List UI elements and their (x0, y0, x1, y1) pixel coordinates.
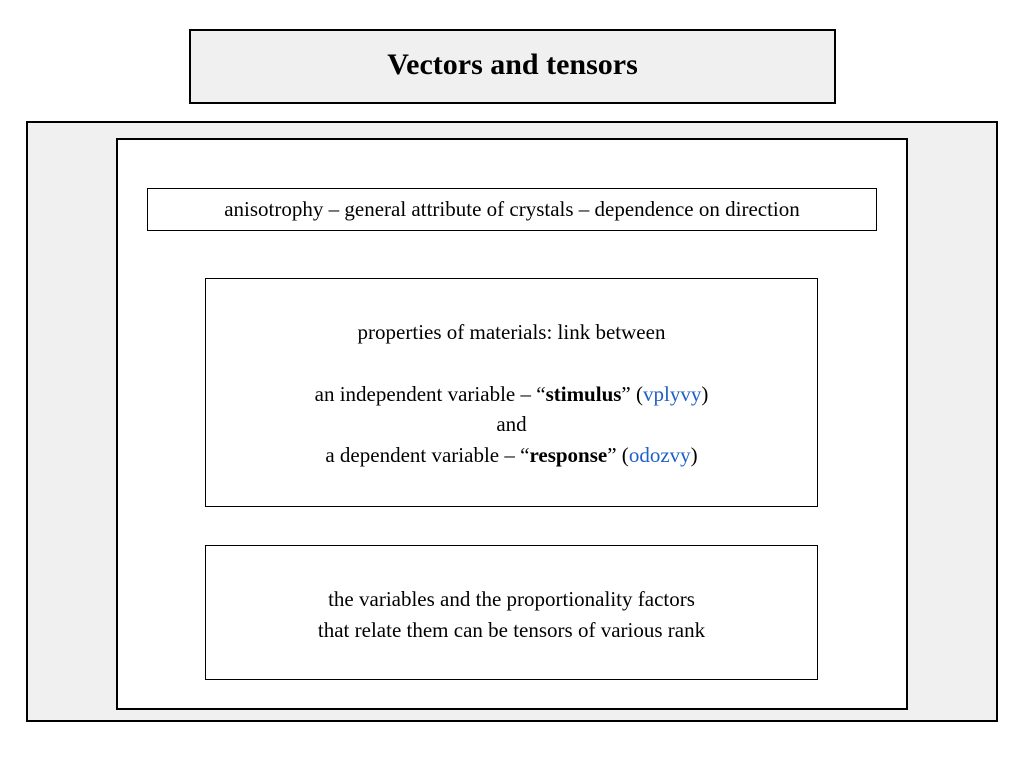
stimulus-term: stimulus (545, 382, 622, 406)
variables-box (205, 545, 818, 680)
independent-prefix: an independent variable – “ (314, 382, 546, 406)
properties-box (205, 278, 818, 507)
variables-line-2: that relate them can be tensors of various rank (317, 618, 706, 642)
properties-heading: properties of materials: link between (357, 320, 666, 344)
dependent-prefix: a dependent variable – “ (325, 443, 530, 467)
response-term: response (529, 443, 608, 467)
dependent-suffix: ) (690, 443, 698, 467)
independent-middle: ” ( (621, 382, 643, 406)
stimulus-translation: vplyvy (643, 382, 702, 406)
independent-variable-line (206, 381, 817, 407)
title-box (189, 29, 836, 104)
connector-and: and (496, 412, 527, 436)
independent-suffix: ) (701, 382, 709, 406)
dependent-variable-line (206, 442, 817, 468)
variables-line-1: the variables and the proportionality factors (328, 587, 695, 611)
dependent-middle: ” ( (607, 443, 629, 467)
anisotropy-text: anisotrophy – general attribute of crystals – dependence on direction (224, 197, 800, 221)
response-translation: odozvy (628, 443, 691, 467)
page-title: Vectors and tensors (387, 47, 638, 81)
anisotropy-box (147, 188, 877, 231)
